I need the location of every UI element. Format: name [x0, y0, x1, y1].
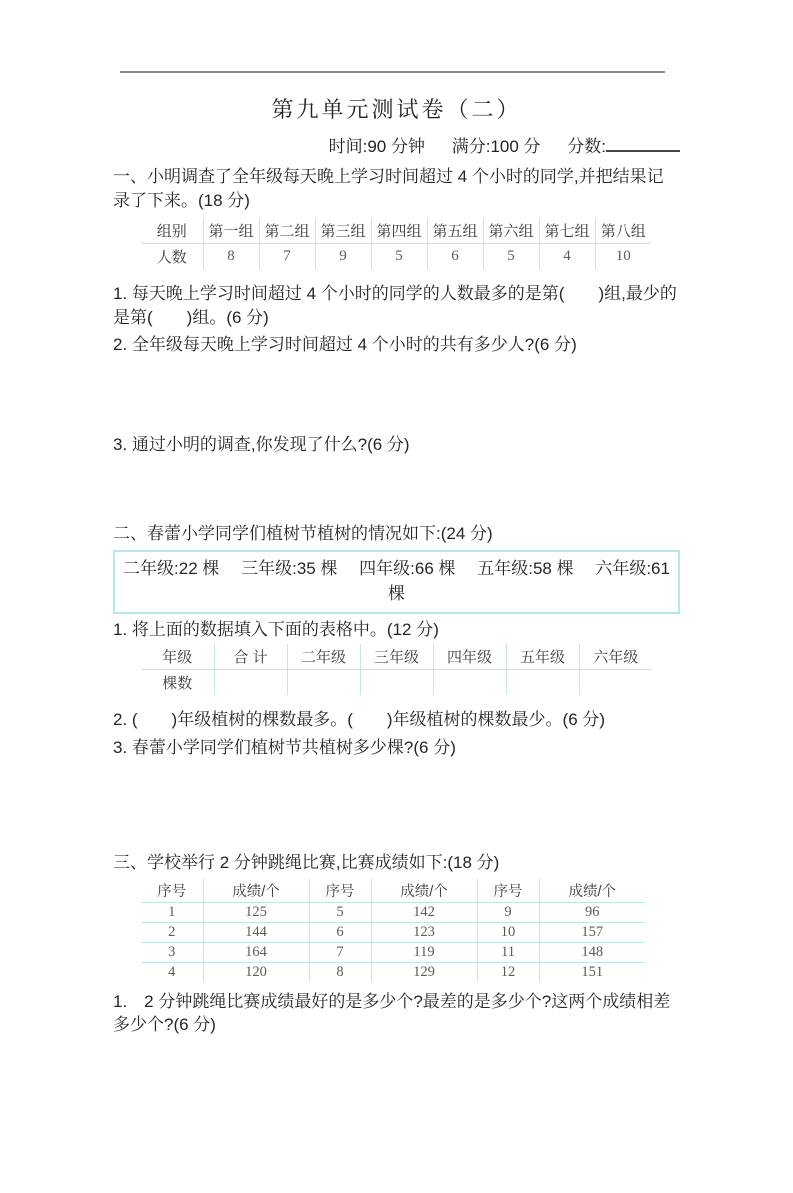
section2-question3: 3. 春蕾小学同学们植树节共植树多少棵?(6 分) — [113, 737, 456, 757]
column-header: 成绩/个 — [203, 879, 309, 903]
table-cell: 119 — [371, 942, 477, 962]
table-cell: 129 — [371, 962, 477, 982]
column-header: 第五组 — [427, 218, 483, 244]
table-row — [141, 902, 645, 922]
section3-heading: 三、学校举行 2 分钟跳绳比赛,比赛成绩如下:(18 分) — [113, 853, 500, 872]
time-label: 时间:90 分钟 — [328, 137, 425, 156]
column-header: 五年级 — [506, 644, 579, 670]
table-cell: 151 — [539, 962, 645, 982]
table-cell: 10 — [595, 244, 651, 270]
table-cell: 164 — [203, 942, 309, 962]
column-header: 三年级 — [360, 644, 433, 670]
column-header: 第七组 — [539, 218, 595, 244]
table-cell: 125 — [203, 902, 309, 922]
column-header: 第三组 — [315, 218, 371, 244]
section3-question1: 1. 2 分钟跳绳比赛成绩最好的是多少个?最差的是多少个?这两个成绩相差多少个?(6 分) — [113, 991, 671, 1034]
column-header: 年级 — [162, 649, 193, 666]
table-cell: 148 — [539, 942, 645, 962]
section2-table — [141, 644, 652, 695]
table-cell: 157 — [539, 922, 645, 942]
section1-question3: 3. 通过小明的调查,你发现了什么?(6 分) — [113, 434, 410, 454]
table-cell: 8 — [309, 962, 371, 982]
table-cell: 9 — [315, 244, 371, 270]
column-header: 六年级 — [579, 644, 652, 670]
top-rule — [120, 71, 665, 73]
row-label: 棵数 — [141, 670, 214, 696]
table-cell: 9 — [477, 902, 539, 922]
section2-question2: 2. ( )年级植树的棵数最多。( )年级植树的棵数最少。(6 分) — [113, 710, 606, 729]
test-paper-page — [0, 71, 793, 1037]
table-cell: 12 — [477, 962, 539, 982]
column-header: 四年级 — [433, 644, 506, 670]
table-cell: 144 — [203, 922, 309, 942]
table-cell: 5 — [371, 244, 427, 270]
table-row — [141, 644, 652, 670]
table-cell: 8 — [203, 244, 259, 270]
column-header: 合 计 — [214, 644, 287, 670]
table-cell: 4 — [539, 244, 595, 270]
table-cell: 10 — [477, 922, 539, 942]
page-title: 第九单元测试卷（二） — [271, 97, 522, 122]
table-row — [141, 218, 651, 244]
column-header: 组别 — [156, 223, 187, 240]
section1-heading: 一、小明调查了全年级每天晚上学习时间超过 4 个小时的同学,并把结果记录了下来。(18 分) — [113, 167, 664, 210]
table-cell: 6 — [427, 244, 483, 270]
table-row — [141, 244, 651, 270]
column-header: 成绩/个 — [539, 879, 645, 903]
table-cell: 7 — [259, 244, 315, 270]
column-header: 序号 — [477, 879, 539, 903]
empty-cell — [506, 670, 579, 696]
table-cell: 7 — [309, 942, 371, 962]
score-blank-line — [606, 137, 680, 152]
section1-question2: 2. 全年级每天晚上学习时间超过 4 个小时的共有多少人?(6 分) — [113, 335, 577, 354]
empty-cell — [214, 670, 287, 696]
section2-question1: 1. 将上面的数据填入下面的表格中。(12 分) — [113, 619, 439, 639]
table-cell: 120 — [203, 962, 309, 982]
table-cell: 3 — [141, 942, 203, 962]
column-header: 第八组 — [595, 218, 651, 244]
column-header: 第六组 — [483, 218, 539, 244]
table-cell: 1 — [141, 902, 203, 922]
section1-table — [141, 218, 651, 269]
table-cell: 2 — [141, 922, 203, 942]
empty-cell — [433, 670, 506, 696]
table-row — [141, 962, 645, 982]
table-cell: 142 — [371, 902, 477, 922]
row-label: 人数 — [141, 244, 203, 270]
section2-heading: 二、春蕾小学同学们植树节植树的情况如下:(24 分) — [113, 524, 493, 543]
column-header: 序号 — [157, 883, 187, 900]
column-header: 二年级 — [287, 644, 360, 670]
table-row — [141, 879, 645, 903]
exam-info-line — [113, 132, 680, 157]
full-score-label: 满分:100 分 — [451, 137, 541, 156]
column-header: 第一组 — [203, 218, 259, 244]
table-cell: 11 — [477, 942, 539, 962]
section1-question1: 1. 每天晚上学习时间超过 4 个小时的同学的人数最多的是第( )组,最少的是第( )组。(6 分) — [113, 284, 677, 327]
score-label: 分数: — [567, 137, 606, 156]
table-cell: 96 — [539, 902, 645, 922]
column-header: 成绩/个 — [371, 879, 477, 903]
table-cell: 5 — [309, 902, 371, 922]
table-row — [141, 670, 652, 696]
empty-cell — [287, 670, 360, 696]
tree-data-box: 二年级:22 棵 三年级:35 棵 四年级:66 棵 五年级:58 棵 六年级:61 棵 — [113, 550, 680, 614]
table-cell: 6 — [309, 922, 371, 942]
empty-cell — [360, 670, 433, 696]
table-cell: 4 — [141, 962, 203, 982]
empty-cell — [579, 670, 652, 696]
column-header: 第二组 — [259, 218, 315, 244]
table-row — [141, 942, 645, 962]
column-header: 序号 — [309, 879, 371, 903]
table-cell: 5 — [483, 244, 539, 270]
table-cell: 123 — [371, 922, 477, 942]
table-row — [141, 922, 645, 942]
column-header: 第四组 — [371, 218, 427, 244]
section3-table — [141, 879, 645, 982]
